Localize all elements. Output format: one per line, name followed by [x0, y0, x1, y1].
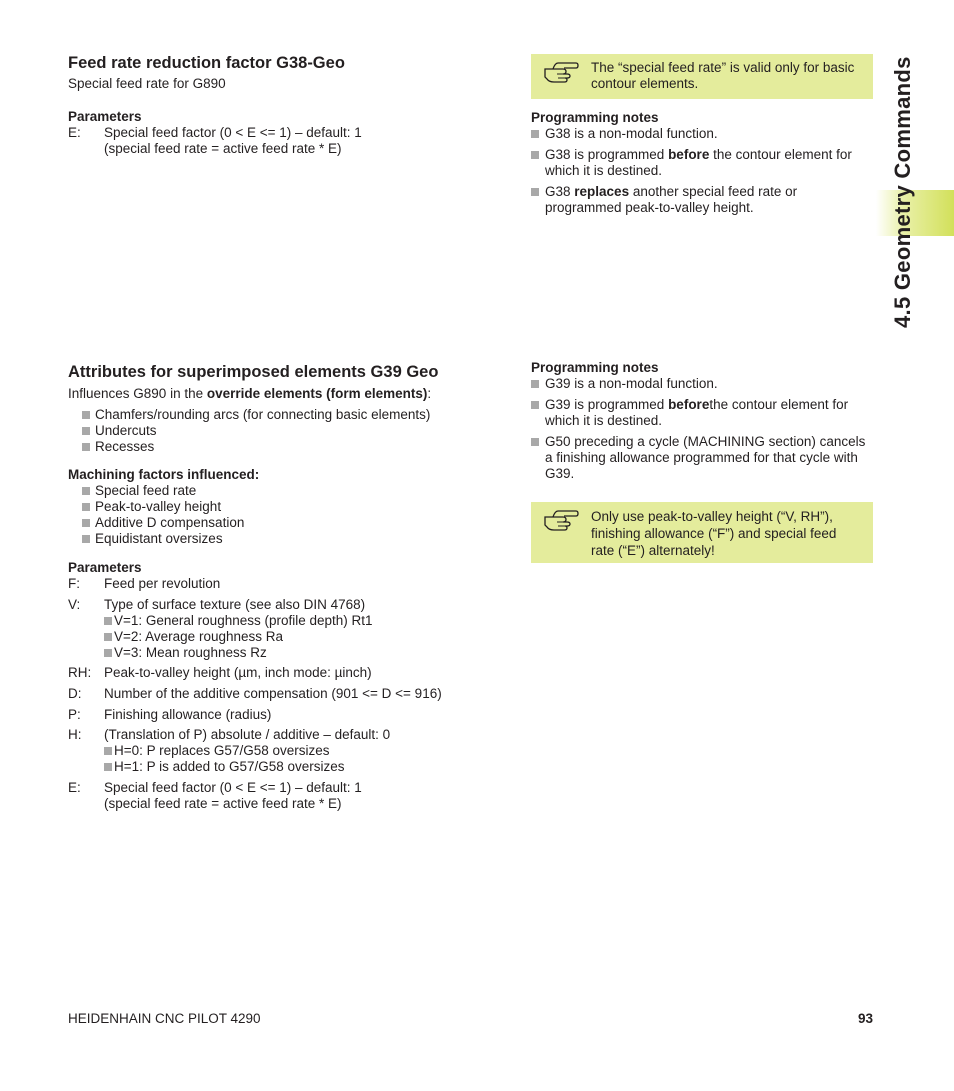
bullet-square-icon — [82, 519, 90, 527]
bullet-square-icon — [531, 380, 539, 388]
footer-manual-title: HEIDENHAIN CNC PILOT 4290 — [68, 1011, 261, 1026]
g39-heading: Attributes for superimposed elements G39 Geo — [68, 363, 439, 381]
g38-heading: Feed rate reduction factor G38-Geo — [68, 54, 345, 72]
g39-programming-notes — [531, 360, 873, 482]
param-v: V: Type of surface texture (see also DIN 4768) V=1: General roughness (profile depth) Rt1 V=2: Average roughness Ra V=3: Mean roughness Rz — [68, 597, 508, 661]
bullet-square-icon — [82, 411, 90, 419]
list-item: Peak-to-valley height — [82, 499, 508, 515]
bullet-square-icon — [531, 151, 539, 159]
option-item: V=1: General roughness (profile depth) Rt1 — [104, 613, 508, 629]
bullet-square-icon — [104, 747, 112, 755]
param-h: H: (Translation of P) absolute / additive – default: 0 H=0: P replaces G57/G58 oversizes H=1: P is added to G57/G58 oversizes — [68, 727, 508, 775]
option-item: V=2: Average roughness Ra — [104, 629, 508, 645]
chapter-title: 4.5 Geometry Commands — [890, 56, 915, 328]
list-item: Equidistant oversizes — [82, 531, 508, 547]
list-item: Additive D compensation — [82, 515, 508, 531]
bullet-square-icon — [531, 401, 539, 409]
chapter-tab — [876, 190, 954, 236]
param-d: D: Number of the additive compensation (901 <= D <= 916) — [68, 686, 442, 701]
g38-programming-notes — [531, 110, 873, 216]
note-text: Only use peak-to-valley height (“V, RH”), finishing allowance (“F”) and special feed rate (“E”) alternately! — [591, 509, 837, 558]
param-f: F: Feed per revolution — [68, 576, 221, 591]
bullet-square-icon — [82, 443, 90, 451]
g38-subtitle: Special feed rate for G890 — [68, 76, 226, 91]
param-p: P: Finishing allowance (radius) — [68, 707, 272, 722]
factors-label: Machining factors influenced: — [68, 467, 260, 482]
g38-params-label: Parameters — [68, 109, 142, 124]
list-item: G38 replaces another special feed rate or programmed peak-to-valley height. — [531, 184, 873, 216]
option-item: H=1: P is added to G57/G58 oversizes — [104, 759, 508, 775]
bullet-square-icon — [104, 617, 112, 625]
list-item: G50 preceding a cycle (MACHINING section) cancels a finishing allowance programmed for that cycle with G39. — [531, 434, 873, 482]
bullet-square-icon — [82, 427, 90, 435]
param-value: Special feed factor (0 < E <= 1) – default: 1 — [104, 125, 362, 140]
bullet-square-icon — [82, 487, 90, 495]
override-elements-list — [68, 407, 508, 455]
bullet-square-icon — [531, 438, 539, 446]
bullet-square-icon — [104, 763, 112, 771]
bullet-square-icon — [82, 503, 90, 511]
pointing-hand-icon — [543, 61, 579, 87]
list-item: Chamfers/rounding arcs (for connecting basic elements) — [82, 407, 508, 423]
factors-list — [68, 483, 508, 547]
bullet-square-icon — [531, 130, 539, 138]
g38-param-e — [68, 125, 508, 157]
list-item: Special feed rate — [82, 483, 508, 499]
g39-note-box — [531, 502, 873, 563]
g39-prog-label: Programming notes — [531, 360, 659, 375]
param-rh: RH: Peak-to-valley height (µm, inch mode: µinch) — [68, 665, 372, 680]
pointing-hand-icon — [543, 509, 579, 535]
list-item: G39 is a non-modal function. — [531, 376, 873, 392]
note-text: The “special feed rate” is valid only for basic contour elements. — [591, 60, 855, 91]
list-item: G39 is programmed beforethe contour element for which it is destined. — [531, 397, 873, 429]
bullet-square-icon — [82, 535, 90, 543]
list-item: G38 is a non-modal function. — [531, 126, 873, 142]
g38-left-column — [68, 53, 508, 157]
bullet-square-icon — [531, 188, 539, 196]
bullet-square-icon — [104, 649, 112, 657]
page-number: 93 — [857, 1011, 873, 1026]
option-item: H=0: P replaces G57/G58 oversizes — [104, 743, 508, 759]
param-key: E: — [68, 125, 81, 140]
g39-intro: Influences G890 in the override elements (form elements): — [68, 386, 432, 401]
list-item: G38 is programmed before the contour element for which it is destined. — [531, 147, 873, 179]
g38-prog-label: Programming notes — [531, 110, 659, 125]
param-value-note: (special feed rate = active feed rate * E) — [104, 141, 342, 156]
option-item: V=3: Mean roughness Rz — [104, 645, 508, 661]
list-item: Recesses — [82, 439, 508, 455]
param-e: E: Special feed factor (0 < E <= 1) – default: 1 (special feed rate = active feed rate * E) — [68, 780, 362, 811]
g39-left-column — [68, 362, 508, 812]
g38-note-box — [531, 54, 873, 99]
g39-params-label: Parameters — [68, 560, 142, 575]
list-item: Undercuts — [82, 423, 508, 439]
bullet-square-icon — [104, 633, 112, 641]
